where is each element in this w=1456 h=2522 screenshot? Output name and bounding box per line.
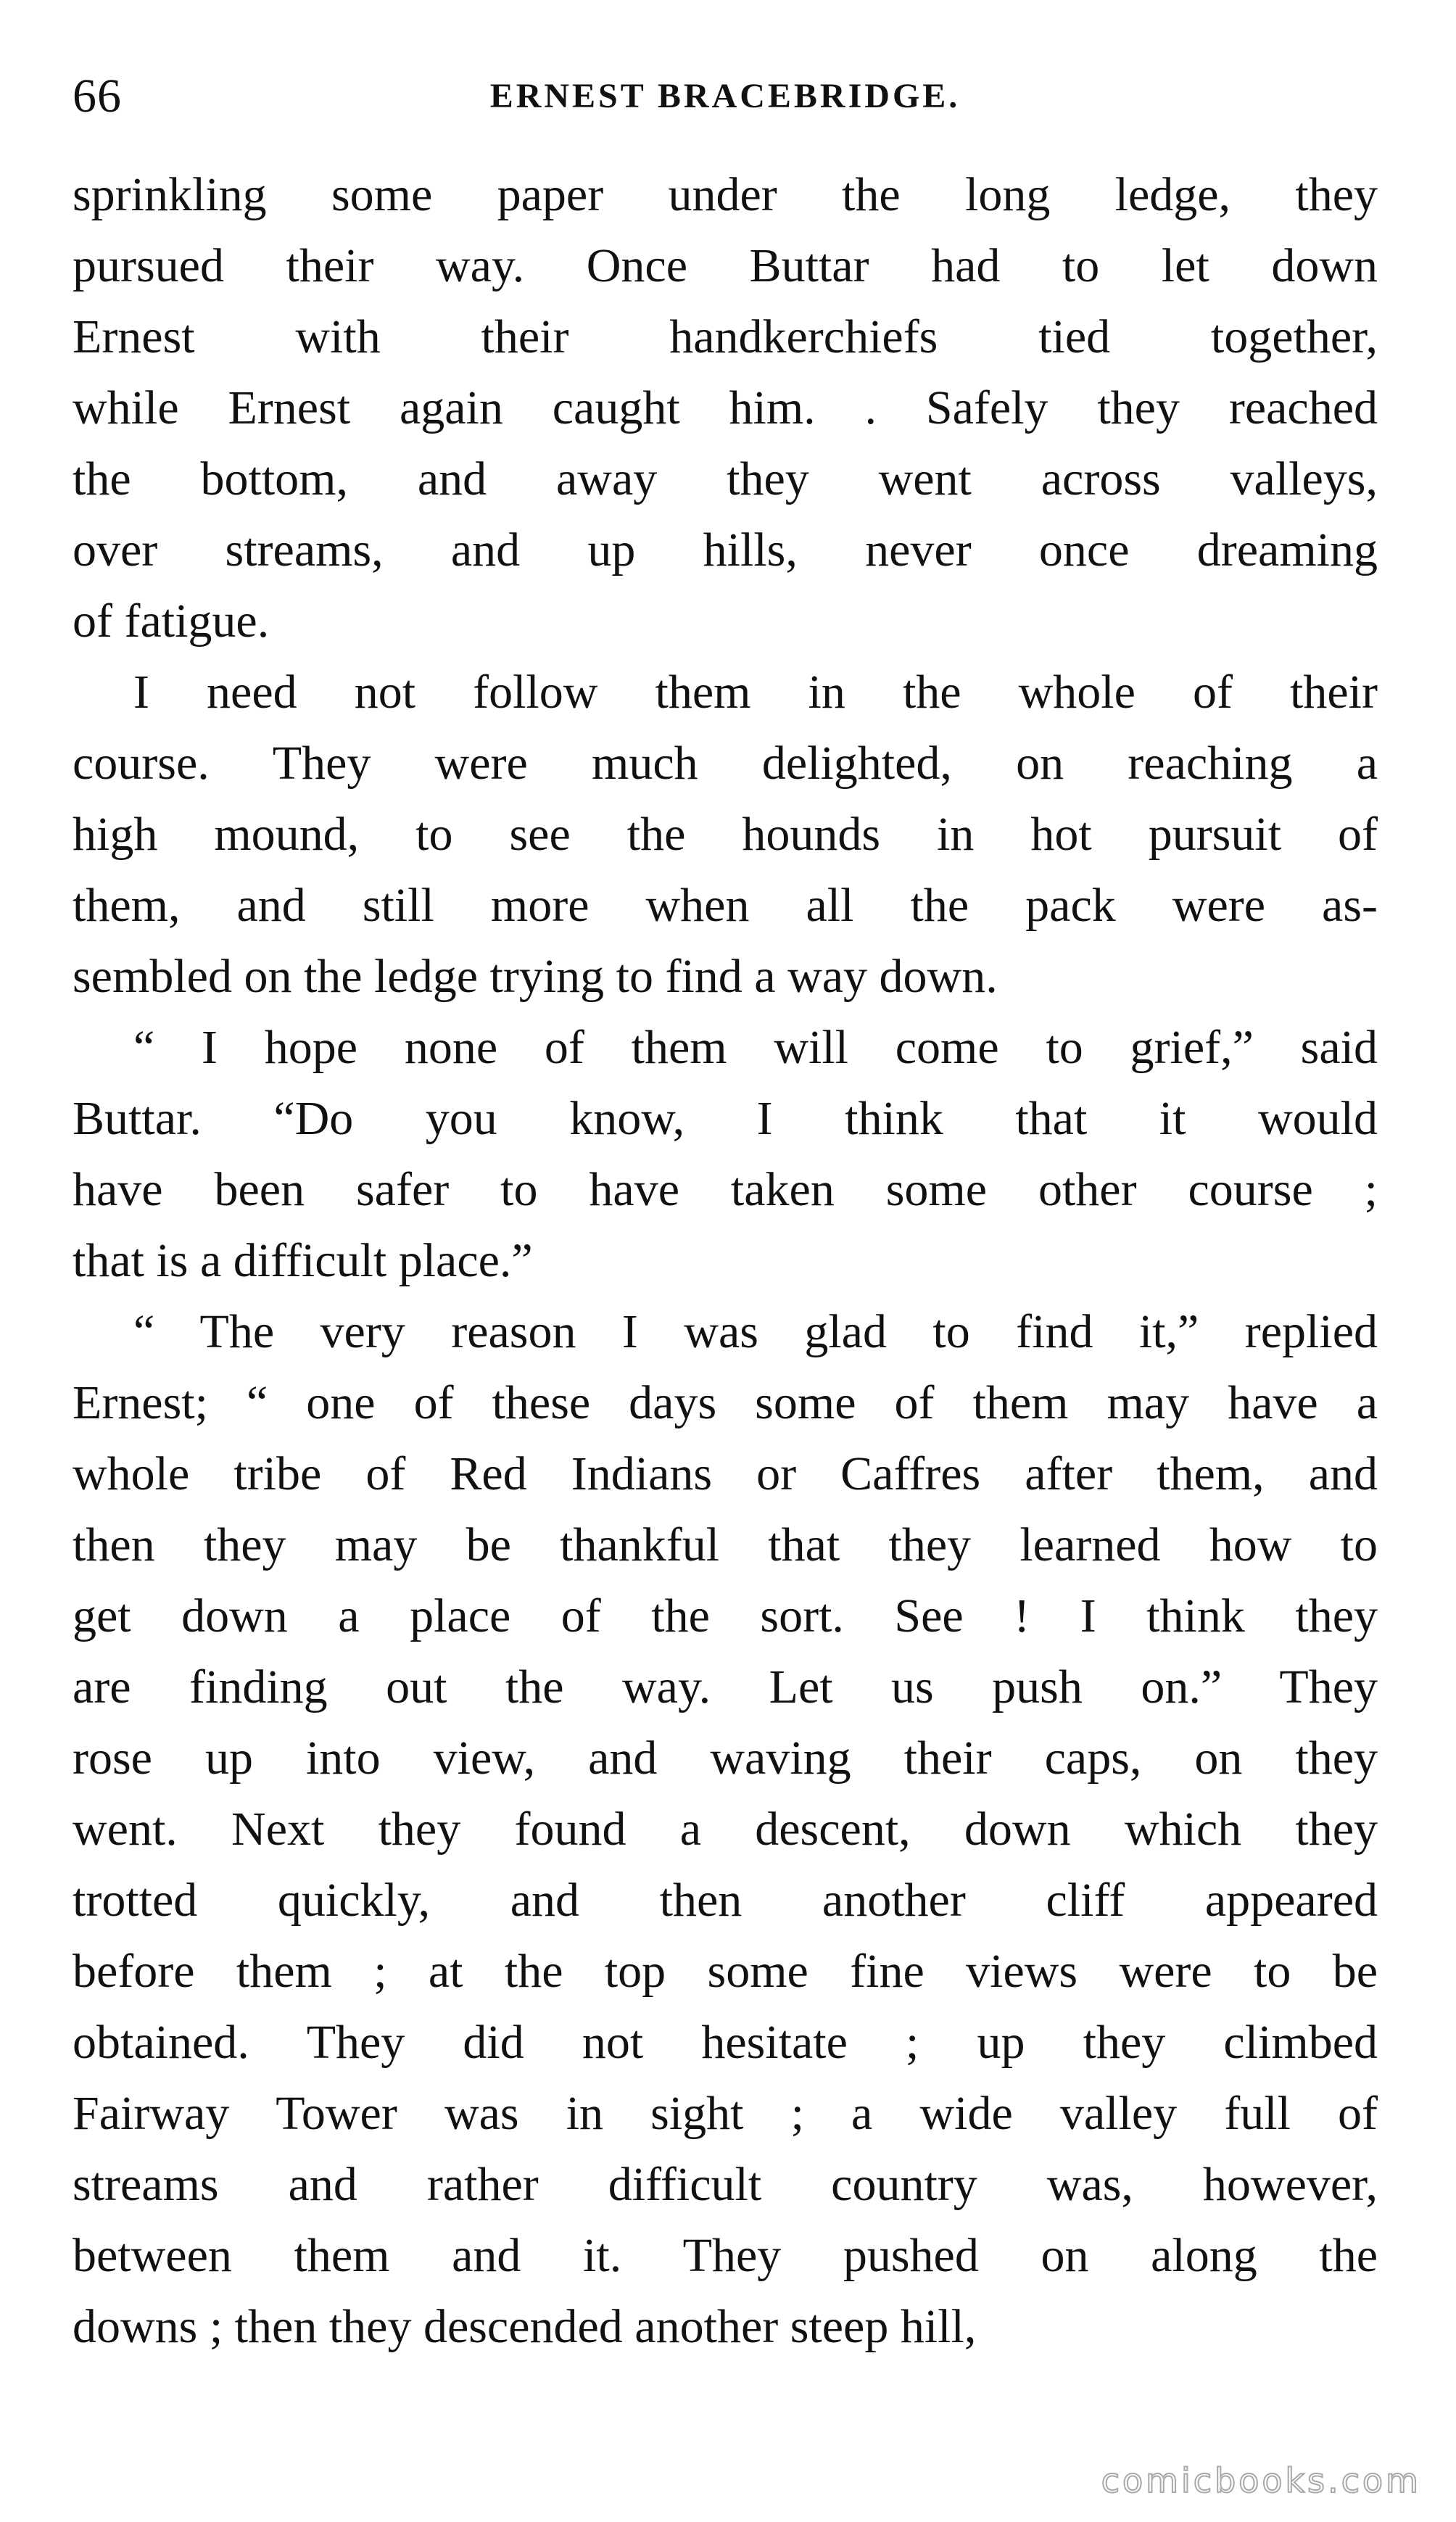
text-line: get down a place of the sort. See ! I think they — [73, 1589, 1378, 1642]
text-line: course. They were much delighted, on reaching a — [73, 737, 1378, 790]
text-line: are finding out the way. Let us push on.” They — [73, 1661, 1378, 1713]
text-line: over streams, and up hills, never once dreaming — [73, 524, 1378, 576]
text-line: pursued their way. Once Buttar had to let down — [73, 239, 1378, 292]
text-line: sembled on the ledge trying to find a way down. — [73, 950, 998, 1003]
text-line: of fatigue. — [73, 595, 270, 648]
running-head — [73, 64, 1378, 129]
text-line: then they may be thankful that they learned how to — [73, 1518, 1378, 1571]
text-line: Ernest; “ one of these days some of them may have a — [73, 1376, 1378, 1429]
text-line: before them ; at the top some fine views were to be — [73, 1945, 1378, 1998]
text-line: went. Next they found a descent, down which they — [73, 1803, 1378, 1856]
text-line: high mound, to see the hounds in hot pursuit of — [73, 808, 1378, 861]
text-line: that is a difficult place.” — [73, 1234, 533, 1287]
text-line: rose up into view, and waving their caps, on they — [73, 1732, 1378, 1785]
text-line: them, and still more when all the pack were as- — [73, 879, 1378, 932]
text-line: sprinkling some paper under the long ledge, they — [73, 168, 1378, 221]
text-line: have been safer to have taken some other course ; — [73, 1163, 1378, 1216]
watermark: comicbooks.com — [1101, 2461, 1421, 2500]
text-line: Ernest with their handkerchiefs tied together, — [73, 310, 1378, 363]
text-line: obtained. They did not hesitate ; up they climbed — [73, 2016, 1378, 2069]
text-line: “ I hope none of them will come to grief,” said — [133, 1021, 1378, 1074]
paragraph — [73, 657, 1378, 1012]
paragraph — [73, 1297, 1378, 2362]
text-line: “ The very reason I was glad to find it,” replied — [133, 1305, 1378, 1358]
text-line: I need not follow them in the whole of their — [133, 666, 1378, 719]
paragraph — [73, 160, 1378, 657]
text-line: the bottom, and away they went across valleys, — [73, 452, 1378, 505]
text-line: trotted quickly, and then another cliff appeared — [73, 1874, 1378, 1927]
body-text — [73, 160, 1378, 2362]
text-line: while Ernest again caught him. . Safely they reached — [73, 381, 1378, 434]
page-number: 66 — [73, 70, 122, 123]
paragraph — [73, 1012, 1378, 1297]
text-line: Buttar. “Do you know, I think that it would — [73, 1092, 1378, 1145]
text-line: between them and it. They pushed on along the — [73, 2229, 1378, 2282]
text-line: Fairway Tower was in sight ; a wide valley full of — [73, 2087, 1378, 2140]
running-title: ERNEST BRACEBRIDGE. — [489, 77, 961, 115]
text-line: streams and rather difficult country was, however, — [73, 2158, 1378, 2211]
text-line: downs ; then they descended another steep hill, — [73, 2300, 977, 2353]
text-line: whole tribe of Red Indians or Caffres after them, and — [73, 1447, 1378, 1500]
